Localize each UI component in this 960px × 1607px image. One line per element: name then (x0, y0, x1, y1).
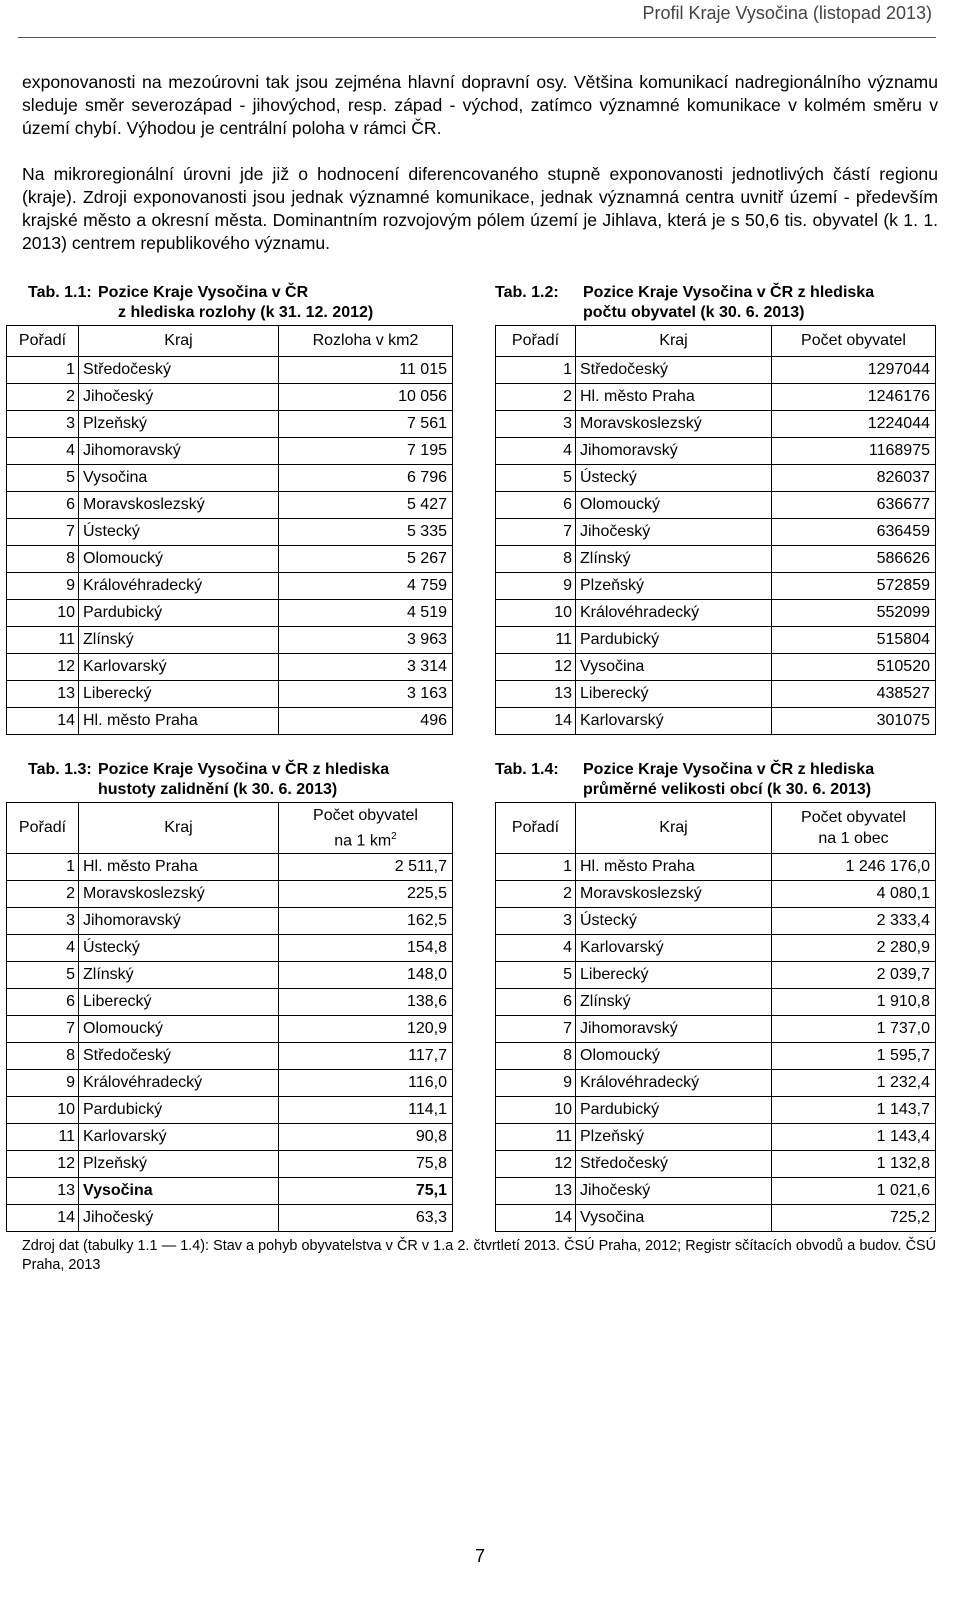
table-row (7, 519, 453, 546)
value-cell: 7 195 (279, 438, 453, 465)
rank-cell: 4 (496, 438, 576, 465)
value-cell: 114,1 (279, 1097, 453, 1124)
table-caption (6, 283, 452, 325)
table-row (7, 854, 453, 881)
rank-cell: 2 (496, 384, 576, 411)
value-cell: 826037 (772, 465, 936, 492)
table-row (7, 1178, 453, 1205)
region-cell: Liberecký (79, 989, 279, 1016)
rank-cell: 14 (7, 708, 79, 735)
value-cell: 636677 (772, 492, 936, 519)
rank-cell: 6 (7, 492, 79, 519)
table-row (7, 627, 453, 654)
rank-cell: 5 (7, 962, 79, 989)
table-header-row (496, 803, 936, 854)
table-row (7, 384, 453, 411)
table-row (7, 1205, 453, 1232)
region-cell: Vysočina (576, 1205, 772, 1232)
table-row (7, 573, 453, 600)
table-row (496, 854, 936, 881)
region-cell: Jihočeský (576, 1178, 772, 1205)
table-row (7, 492, 453, 519)
rank-cell: 1 (7, 357, 79, 384)
header-cell-avg-size (772, 803, 936, 854)
value-cell: 1246176 (772, 384, 936, 411)
value-cell: 75,8 (279, 1151, 453, 1178)
table-row (496, 1043, 936, 1070)
region-cell: Zlínský (79, 962, 279, 989)
region-cell: Plzeňský (79, 411, 279, 438)
table-row (496, 1124, 936, 1151)
value-cell: 496 (279, 708, 453, 735)
region-cell: Plzeňský (79, 1151, 279, 1178)
region-cell: Královéhradecký (79, 573, 279, 600)
header-cell-region: Kraj (79, 326, 279, 357)
rank-cell: 9 (496, 573, 576, 600)
rank-cell: 1 (496, 854, 576, 881)
value-cell: 2 333,4 (772, 908, 936, 935)
rank-cell: 12 (496, 654, 576, 681)
table-row (496, 1097, 936, 1124)
value-cell: 154,8 (279, 935, 453, 962)
region-cell: Jihomoravský (576, 438, 772, 465)
rank-cell: 2 (7, 384, 79, 411)
value-cell: 148,0 (279, 962, 453, 989)
table-row (496, 654, 936, 681)
rank-cell: 9 (7, 573, 79, 600)
rank-cell: 14 (496, 1205, 576, 1232)
value-cell: 162,5 (279, 908, 453, 935)
table-subtitle: z hlediska rozlohy (k 31. 12. 2012) (118, 304, 374, 321)
region-cell: Moravskoslezský (79, 492, 279, 519)
value-cell: 225,5 (279, 881, 453, 908)
region-cell: Ústecký (576, 465, 772, 492)
value-cell: 116,0 (279, 1070, 453, 1097)
value-cell: 5 427 (279, 492, 453, 519)
value-cell: 7 561 (279, 411, 453, 438)
table-row (496, 519, 936, 546)
rank-cell: 7 (7, 1016, 79, 1043)
value-cell: 2 039,7 (772, 962, 936, 989)
region-cell: Pardubický (576, 1097, 772, 1124)
value-cell: 438527 (772, 681, 936, 708)
table-row (496, 1070, 936, 1097)
table-row (7, 546, 453, 573)
table-header-row (496, 326, 936, 357)
region-cell: Zlínský (576, 989, 772, 1016)
header-cell-density (279, 803, 453, 854)
region-cell: Karlovarský (576, 708, 772, 735)
value-cell: 10 056 (279, 384, 453, 411)
rank-cell: 9 (496, 1070, 576, 1097)
region-cell: Pardubický (79, 1097, 279, 1124)
paragraph-1: exponovanosti na mezoúrovni tak jsou zejména hlavní dopravní osy. Většina komunikací nadregionálního významu sleduje směr severozápad - jihovýchod, resp. západ - východ, zatímco významné komunikace v kolmém směru v území chybí. Výhodou je centrální poloha v rámci ČR. (22, 72, 938, 138)
table-subtitle: průměrné velikosti obcí (k 30. 6. 2013) (583, 781, 872, 798)
header-cell-region: Kraj (576, 803, 772, 854)
rank-cell: 11 (7, 1124, 79, 1151)
rank-cell: 10 (496, 600, 576, 627)
table-area (6, 325, 453, 735)
region-cell: Jihočeský (79, 384, 279, 411)
region-cell: Zlínský (79, 627, 279, 654)
header-avg-line1: Počet obyvatel (801, 809, 906, 826)
region-cell: Liberecký (576, 681, 772, 708)
table-row (7, 881, 453, 908)
table-block-1-2 (495, 283, 935, 735)
rank-cell: 11 (496, 1124, 576, 1151)
region-cell: Zlínský (576, 546, 772, 573)
value-cell: 1 595,7 (772, 1043, 936, 1070)
region-cell: Plzeňský (576, 1124, 772, 1151)
region-cell: Karlovarský (79, 654, 279, 681)
value-cell: 5 267 (279, 546, 453, 573)
table-row (7, 1151, 453, 1178)
value-cell: 120,9 (279, 1016, 453, 1043)
region-cell: Vysočina (79, 1178, 279, 1205)
rank-cell: 5 (7, 465, 79, 492)
value-cell: 552099 (772, 600, 936, 627)
rank-cell: 5 (496, 962, 576, 989)
value-cell: 3 314 (279, 654, 453, 681)
value-cell: 1224044 (772, 411, 936, 438)
region-cell: Vysočina (79, 465, 279, 492)
value-cell: 75,1 (279, 1178, 453, 1205)
header-density-superscript: 2 (391, 830, 397, 842)
region-cell: Pardubický (576, 627, 772, 654)
value-cell: 1 910,8 (772, 989, 936, 1016)
rank-cell: 3 (496, 411, 576, 438)
value-cell: 1 132,8 (772, 1151, 936, 1178)
table-row (496, 384, 936, 411)
rank-cell: 14 (496, 708, 576, 735)
region-cell: Středočeský (576, 1151, 772, 1178)
rank-cell: 2 (7, 881, 79, 908)
table-label: Tab. 1.2: (495, 284, 559, 301)
header-divider (18, 37, 936, 38)
table-density (6, 802, 453, 1232)
table-label: Tab. 1.3: (28, 761, 92, 778)
table-block-1-3 (6, 760, 452, 1232)
header-cell-rank: Pořadí (7, 326, 79, 357)
table-caption (495, 283, 935, 325)
table-row (496, 357, 936, 384)
header-cell-rank: Pořadí (7, 803, 79, 854)
table-row (7, 1043, 453, 1070)
rank-cell: 3 (7, 908, 79, 935)
table-body (496, 357, 936, 735)
value-cell: 3 163 (279, 681, 453, 708)
table-body (7, 854, 453, 1232)
value-cell: 6 796 (279, 465, 453, 492)
rank-cell: 13 (496, 681, 576, 708)
value-cell: 3 963 (279, 627, 453, 654)
table-block-1-1 (6, 283, 452, 735)
page-header: Profil Kraje Vysočina (listopad 2013) (642, 3, 932, 23)
region-cell: Liberecký (576, 962, 772, 989)
table-row (496, 438, 936, 465)
rank-cell: 6 (496, 492, 576, 519)
header-cell-rank: Pořadí (496, 803, 576, 854)
table-row (496, 627, 936, 654)
value-cell: 11 015 (279, 357, 453, 384)
rank-cell: 7 (496, 1016, 576, 1043)
table-row (7, 1124, 453, 1151)
region-cell: Hl. město Praha (79, 854, 279, 881)
value-cell: 63,3 (279, 1205, 453, 1232)
header-cell-area: Rozloha v km2 (279, 326, 453, 357)
header-density-line1: Počet obyvatel (313, 806, 418, 824)
region-cell: Středočeský (79, 357, 279, 384)
region-cell: Olomoucký (79, 1016, 279, 1043)
rank-cell: 10 (7, 1097, 79, 1124)
table-row (7, 411, 453, 438)
rank-cell: 3 (496, 908, 576, 935)
rank-cell: 8 (496, 546, 576, 573)
value-cell: 117,7 (279, 1043, 453, 1070)
rank-cell: 6 (7, 989, 79, 1016)
header-cell-region: Kraj (79, 803, 279, 854)
region-cell: Olomoucký (79, 546, 279, 573)
table-body (496, 854, 936, 1232)
rank-cell: 7 (496, 519, 576, 546)
value-cell: 636459 (772, 519, 936, 546)
rank-cell: 5 (496, 465, 576, 492)
rank-cell: 14 (7, 1205, 79, 1232)
table-label: Tab. 1.1: (28, 284, 92, 301)
rank-cell: 8 (7, 546, 79, 573)
header-cell-region: Kraj (576, 326, 772, 357)
region-cell: Hl. město Praha (576, 854, 772, 881)
table-row (7, 438, 453, 465)
rank-cell: 10 (496, 1097, 576, 1124)
value-cell: 572859 (772, 573, 936, 600)
value-cell: 138,6 (279, 989, 453, 1016)
value-cell: 2 280,9 (772, 935, 936, 962)
value-cell: 515804 (772, 627, 936, 654)
value-cell: 4 759 (279, 573, 453, 600)
region-cell: Liberecký (79, 681, 279, 708)
table-label: Tab. 1.4: (495, 761, 559, 778)
rank-cell: 12 (7, 1151, 79, 1178)
rank-cell: 13 (7, 1178, 79, 1205)
region-cell: Středočeský (576, 357, 772, 384)
table-subtitle: hustoty zalidnění (k 30. 6. 2013) (98, 781, 338, 798)
table-caption (6, 760, 452, 802)
table-row (7, 989, 453, 1016)
table-row (7, 600, 453, 627)
rank-cell: 10 (7, 600, 79, 627)
table-row (496, 1151, 936, 1178)
region-cell: Jihočeský (79, 1205, 279, 1232)
value-cell: 1 737,0 (772, 1016, 936, 1043)
table-header-row (7, 803, 453, 854)
source-note: Zdroj dat (tabulky 1.1 — 1.4): Stav a pohyb obyvatelstva v ČR v 1.a 2. čtvrtletí 2013. ČSÚ Praha, 2012; Registr sčítacích obvodů a budov. ČSÚ Praha, 2013 (22, 1238, 936, 1273)
region-cell: Hl. město Praha (79, 708, 279, 735)
rank-cell: 1 (496, 357, 576, 384)
region-cell: Vysočina (576, 654, 772, 681)
header-cell-rank: Pořadí (496, 326, 576, 357)
rank-cell: 13 (496, 1178, 576, 1205)
page-number: 7 (474, 1546, 485, 1566)
table-row (7, 908, 453, 935)
table-row (496, 962, 936, 989)
table-title: Pozice Kraje Vysočina v ČR (98, 284, 309, 301)
rank-cell: 4 (7, 438, 79, 465)
table-block-1-4 (495, 760, 935, 1232)
value-cell: 301075 (772, 708, 936, 735)
value-cell: 1168975 (772, 438, 936, 465)
table-header-row (7, 326, 453, 357)
rank-cell: 4 (496, 935, 576, 962)
rank-cell: 4 (7, 935, 79, 962)
table-row (7, 708, 453, 735)
paragraph-2: Na mikroregionální úrovni jde již o hodnocení diferencovaného stupně exponovanosti jednotlivých částí regionu (kraje). Zdroji exponovanosti jsou jednak významné komunikace, jednak významná centra uvnitř území - především krajské město a okresní města. Dominantním rozvojovým pólem území je Jihlava, která je s 50,6 tis. obyvatel (k 1. 1. 2013) centrem republikového významu. (22, 164, 938, 253)
header-avg-line2: na 1 obec (818, 830, 889, 847)
region-cell: Jihočeský (576, 519, 772, 546)
region-cell: Královéhradecký (576, 1070, 772, 1097)
region-cell: Ústecký (79, 935, 279, 962)
table-body (7, 357, 453, 735)
region-cell: Královéhradecký (79, 1070, 279, 1097)
value-cell: 510520 (772, 654, 936, 681)
value-cell: 5 335 (279, 519, 453, 546)
region-cell: Středočeský (79, 1043, 279, 1070)
table-row (496, 708, 936, 735)
table-row (496, 881, 936, 908)
value-cell: 1 232,4 (772, 1070, 936, 1097)
region-cell: Karlovarský (576, 935, 772, 962)
table-row (496, 573, 936, 600)
table-row (496, 546, 936, 573)
table-row (496, 681, 936, 708)
table-row (7, 1016, 453, 1043)
table-row (496, 1178, 936, 1205)
region-cell: Ústecký (576, 908, 772, 935)
value-cell: 586626 (772, 546, 936, 573)
region-cell: Jihomoravský (576, 1016, 772, 1043)
rank-cell: 6 (496, 989, 576, 1016)
rank-cell: 12 (496, 1151, 576, 1178)
region-cell: Moravskoslezský (79, 881, 279, 908)
table-title: Pozice Kraje Vysočina v ČR z hlediska (98, 761, 390, 778)
header-density-line2: na 1 km (334, 832, 392, 850)
rank-cell: 11 (7, 627, 79, 654)
region-cell: Moravskoslezský (576, 411, 772, 438)
table-row (496, 411, 936, 438)
rank-cell: 13 (7, 681, 79, 708)
region-cell: Karlovarský (79, 1124, 279, 1151)
rank-cell: 12 (7, 654, 79, 681)
rank-cell: 1 (7, 854, 79, 881)
rank-cell: 7 (7, 519, 79, 546)
table-row (496, 989, 936, 1016)
value-cell: 1 143,4 (772, 1124, 936, 1151)
value-cell: 4 519 (279, 600, 453, 627)
table-row (7, 357, 453, 384)
rank-cell: 11 (496, 627, 576, 654)
value-cell: 725,2 (772, 1205, 936, 1232)
region-cell: Ústecký (79, 519, 279, 546)
table-row (7, 1070, 453, 1097)
table-row (496, 492, 936, 519)
table-row (496, 908, 936, 935)
region-cell: Pardubický (79, 600, 279, 627)
region-cell: Plzeňský (576, 573, 772, 600)
rank-cell: 3 (7, 411, 79, 438)
value-cell: 1 143,7 (772, 1097, 936, 1124)
region-cell: Moravskoslezský (576, 881, 772, 908)
rank-cell: 8 (496, 1043, 576, 1070)
rank-cell: 9 (7, 1070, 79, 1097)
table-row (7, 935, 453, 962)
region-cell: Jihomoravský (79, 908, 279, 935)
table-row (496, 935, 936, 962)
header-cell-population: Počet obyvatel (772, 326, 936, 357)
value-cell: 2 511,7 (279, 854, 453, 881)
table-row (7, 681, 453, 708)
table-row (7, 962, 453, 989)
region-cell: Hl. město Praha (576, 384, 772, 411)
table-caption (495, 760, 935, 802)
table-row (496, 1016, 936, 1043)
table-title: Pozice Kraje Vysočina v ČR z hlediska (583, 761, 875, 778)
region-cell: Jihomoravský (79, 438, 279, 465)
region-cell: Olomoucký (576, 1043, 772, 1070)
table-row (496, 600, 936, 627)
table-subtitle: počtu obyvatel (k 30. 6. 2013) (583, 304, 805, 321)
table-row (496, 1205, 936, 1232)
rank-cell: 8 (7, 1043, 79, 1070)
table-row (496, 465, 936, 492)
rank-cell: 2 (496, 881, 576, 908)
region-cell: Královéhradecký (576, 600, 772, 627)
value-cell: 1297044 (772, 357, 936, 384)
table-row (7, 465, 453, 492)
value-cell: 1 021,6 (772, 1178, 936, 1205)
value-cell: 4 080,1 (772, 881, 936, 908)
table-municipality-size (495, 802, 936, 1232)
region-cell: Olomoucký (576, 492, 772, 519)
value-cell: 1 246 176,0 (772, 854, 936, 881)
table-row (7, 654, 453, 681)
table-title: Pozice Kraje Vysočina v ČR z hlediska (583, 284, 875, 301)
table-row (7, 1097, 453, 1124)
value-cell: 90,8 (279, 1124, 453, 1151)
table-population (495, 325, 936, 735)
